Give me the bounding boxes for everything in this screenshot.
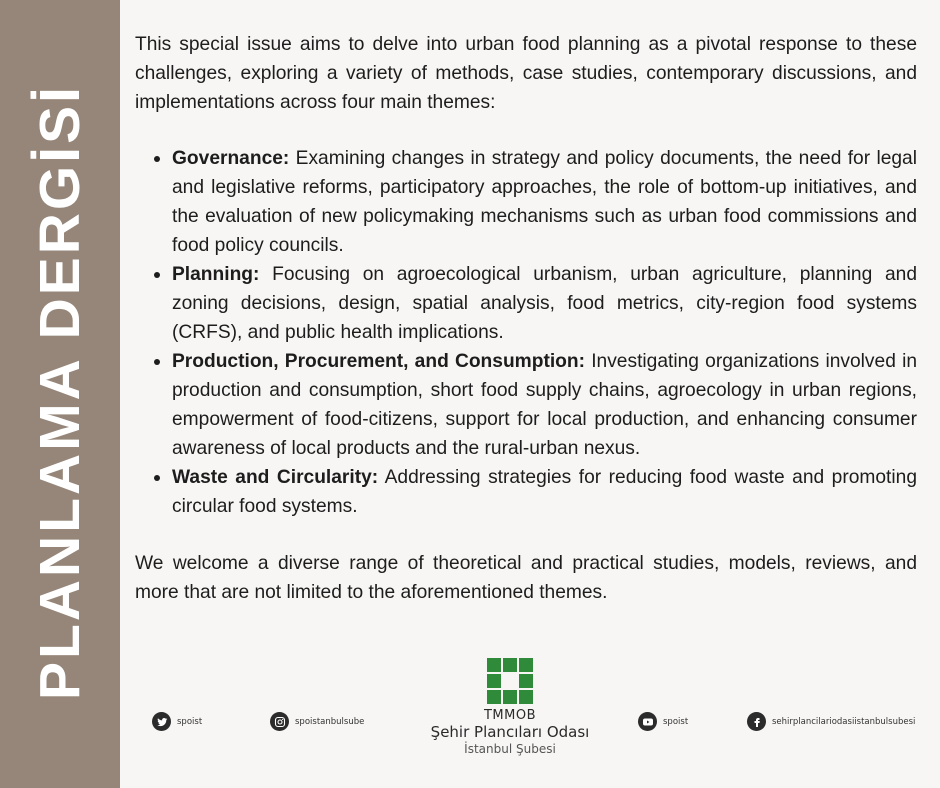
theme-text: Focusing on agroecological urbanism, urban agriculture, planning and zoning decisions, design, spatial analysis, food metrics, city-region food systems (CRFS), and public health implications. — [172, 264, 917, 343]
twitter-icon — [152, 712, 171, 731]
closing-paragraph: We welcome a diverse range of theoretical and practical studies, models, reviews, and more that are not limited to the aforementioned themes. — [135, 553, 917, 603]
org-branch: İstanbul Şubesi — [464, 742, 556, 756]
sidebar — [0, 0, 120, 788]
intro-paragraph: This special issue aims to delve into urban food planning as a pivotal response to these challenges, exploring a variety of methods, case studies, contemporary discussions, and implementations across four main themes: — [135, 34, 917, 113]
theme-text: Addressing strategies for reducing food waste and promoting circular food systems. — [172, 467, 917, 517]
facebook-handle: sehirplancilariodasiistanbulsubesi — [772, 716, 916, 727]
theme-text: Examining changes in strategy and policy documents, the need for legal and legislative reforms, participatory approaches, the role of bottom-up initiatives, and the evaluation of new policymaking mechanisms such as urban food commissions and food policy councils. — [172, 148, 917, 256]
youtube-handle: spoist — [663, 716, 689, 727]
twitter-handle: spoist — [177, 716, 203, 727]
theme-title: Waste and Circularity: — [172, 467, 379, 488]
theme-title: Production, Procurement, and Consumption: — [172, 351, 586, 372]
main-content — [135, 30, 917, 607]
instagram-handle: spoistanbulsube — [295, 716, 365, 727]
journal-title: PLANLAMA DERGİSİ — [28, 84, 92, 700]
themes-list — [135, 144, 917, 521]
org-acronym: TMMOB — [483, 708, 537, 723]
list-item — [135, 260, 917, 347]
list-item — [135, 347, 917, 463]
spo-logo-icon — [487, 658, 533, 704]
list-item — [135, 144, 917, 260]
list-item — [135, 463, 917, 521]
facebook-link[interactable] — [747, 712, 915, 731]
footer — [120, 650, 940, 788]
youtube-link[interactable] — [638, 712, 688, 731]
facebook-icon — [747, 712, 766, 731]
instagram-link[interactable] — [270, 712, 364, 731]
instagram-icon — [270, 712, 289, 731]
tmmob-logo-block — [416, 650, 604, 757]
org-name: Şehir Plancıları Odası — [430, 723, 590, 741]
theme-title: Planning: — [172, 264, 260, 285]
theme-title: Governance: — [172, 148, 290, 169]
youtube-icon — [638, 712, 657, 731]
theme-text: Investigating organizations involved in production and consumption, short food supply chains, agroecology in urban regions, empowerment of food-citizens, support for local production, and enhancing consumer awareness of local products and the rural-urban nexus. — [172, 351, 918, 459]
twitter-link[interactable] — [152, 712, 202, 731]
